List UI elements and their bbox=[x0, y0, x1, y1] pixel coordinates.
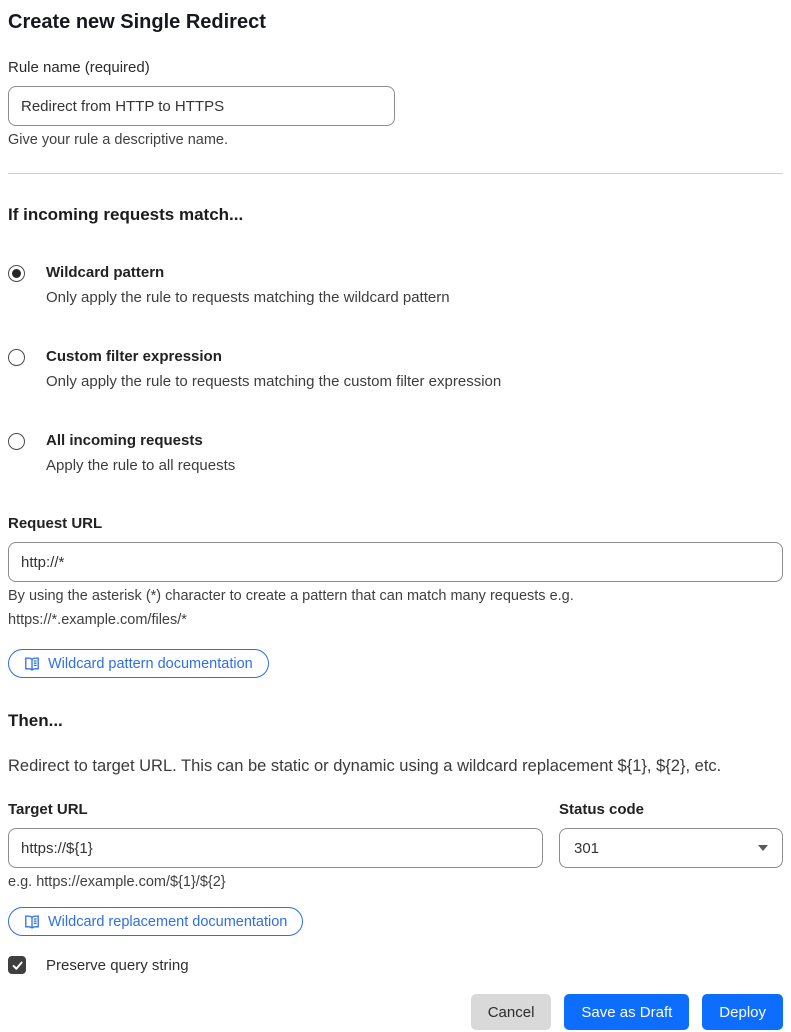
radio-icon[interactable] bbox=[8, 433, 25, 450]
status-code-label: Status code bbox=[559, 801, 645, 818]
page-title: Create new Single Redirect bbox=[8, 11, 266, 33]
then-description: Redirect to target URL. This can be static or dynamic using a wildcard replacement ${1}, ${2}, etc. bbox=[8, 757, 722, 775]
footer-actions bbox=[8, 994, 783, 1030]
radio-option-label: Custom filter expression bbox=[46, 348, 222, 365]
wildcard-replacement-doc-button[interactable] bbox=[8, 907, 303, 936]
radio-option-label: All incoming requests bbox=[46, 432, 203, 449]
doc-button-label: Wildcard replacement documentation bbox=[48, 913, 288, 930]
radio-icon[interactable] bbox=[8, 265, 25, 282]
radio-option-all-requests[interactable] bbox=[8, 430, 783, 476]
request-url-input[interactable] bbox=[8, 542, 783, 582]
preserve-query-label: Preserve query string bbox=[46, 956, 189, 974]
doc-button-label: Wildcard pattern documentation bbox=[48, 655, 253, 672]
chevron-down-icon bbox=[758, 845, 768, 851]
radio-option-wildcard-pattern[interactable] bbox=[8, 262, 783, 308]
open-book-icon bbox=[24, 656, 40, 672]
radio-option-description: Apply the rule to all requests bbox=[46, 457, 236, 474]
request-url-helper-line1: By using the asterisk (*) character to create a pattern that can match many requests e.g. bbox=[8, 588, 574, 604]
radio-option-custom-filter[interactable] bbox=[8, 346, 783, 392]
status-code-select[interactable] bbox=[559, 828, 783, 868]
status-code-value: 301 bbox=[574, 839, 600, 857]
rule-name-label: Rule name (required) bbox=[8, 59, 150, 76]
wildcard-pattern-doc-button[interactable] bbox=[8, 649, 269, 678]
save-as-draft-button[interactable]: Save as Draft bbox=[564, 994, 689, 1030]
target-url-input[interactable] bbox=[8, 828, 543, 868]
target-url-helper: e.g. https://example.com/${1}/${2} bbox=[8, 874, 226, 890]
radio-option-description: Only apply the rule to requests matching the wildcard pattern bbox=[46, 289, 450, 306]
match-type-radio-group bbox=[8, 262, 783, 476]
request-url-helper-line2: https://*.example.com/files/* bbox=[8, 612, 187, 628]
target-status-row bbox=[8, 800, 783, 893]
section-divider bbox=[8, 173, 783, 174]
rule-name-input[interactable] bbox=[8, 86, 395, 126]
request-url-block bbox=[8, 514, 783, 631]
then-section-heading: Then... bbox=[8, 711, 63, 730]
open-book-icon bbox=[24, 914, 40, 930]
radio-option-label: Wildcard pattern bbox=[46, 264, 165, 281]
radio-icon[interactable] bbox=[8, 349, 25, 366]
cancel-button[interactable]: Cancel bbox=[471, 994, 552, 1030]
radio-option-description: Only apply the rule to requests matching the custom filter expression bbox=[46, 373, 502, 390]
preserve-query-row[interactable] bbox=[8, 956, 783, 974]
rule-name-helper: Give your rule a descriptive name. bbox=[8, 132, 229, 148]
match-section-heading: If incoming requests match... bbox=[8, 205, 244, 224]
target-url-label: Target URL bbox=[8, 801, 88, 818]
checkbox-icon[interactable] bbox=[8, 956, 26, 974]
request-url-label: Request URL bbox=[8, 515, 103, 532]
deploy-button[interactable]: Deploy bbox=[702, 994, 783, 1030]
